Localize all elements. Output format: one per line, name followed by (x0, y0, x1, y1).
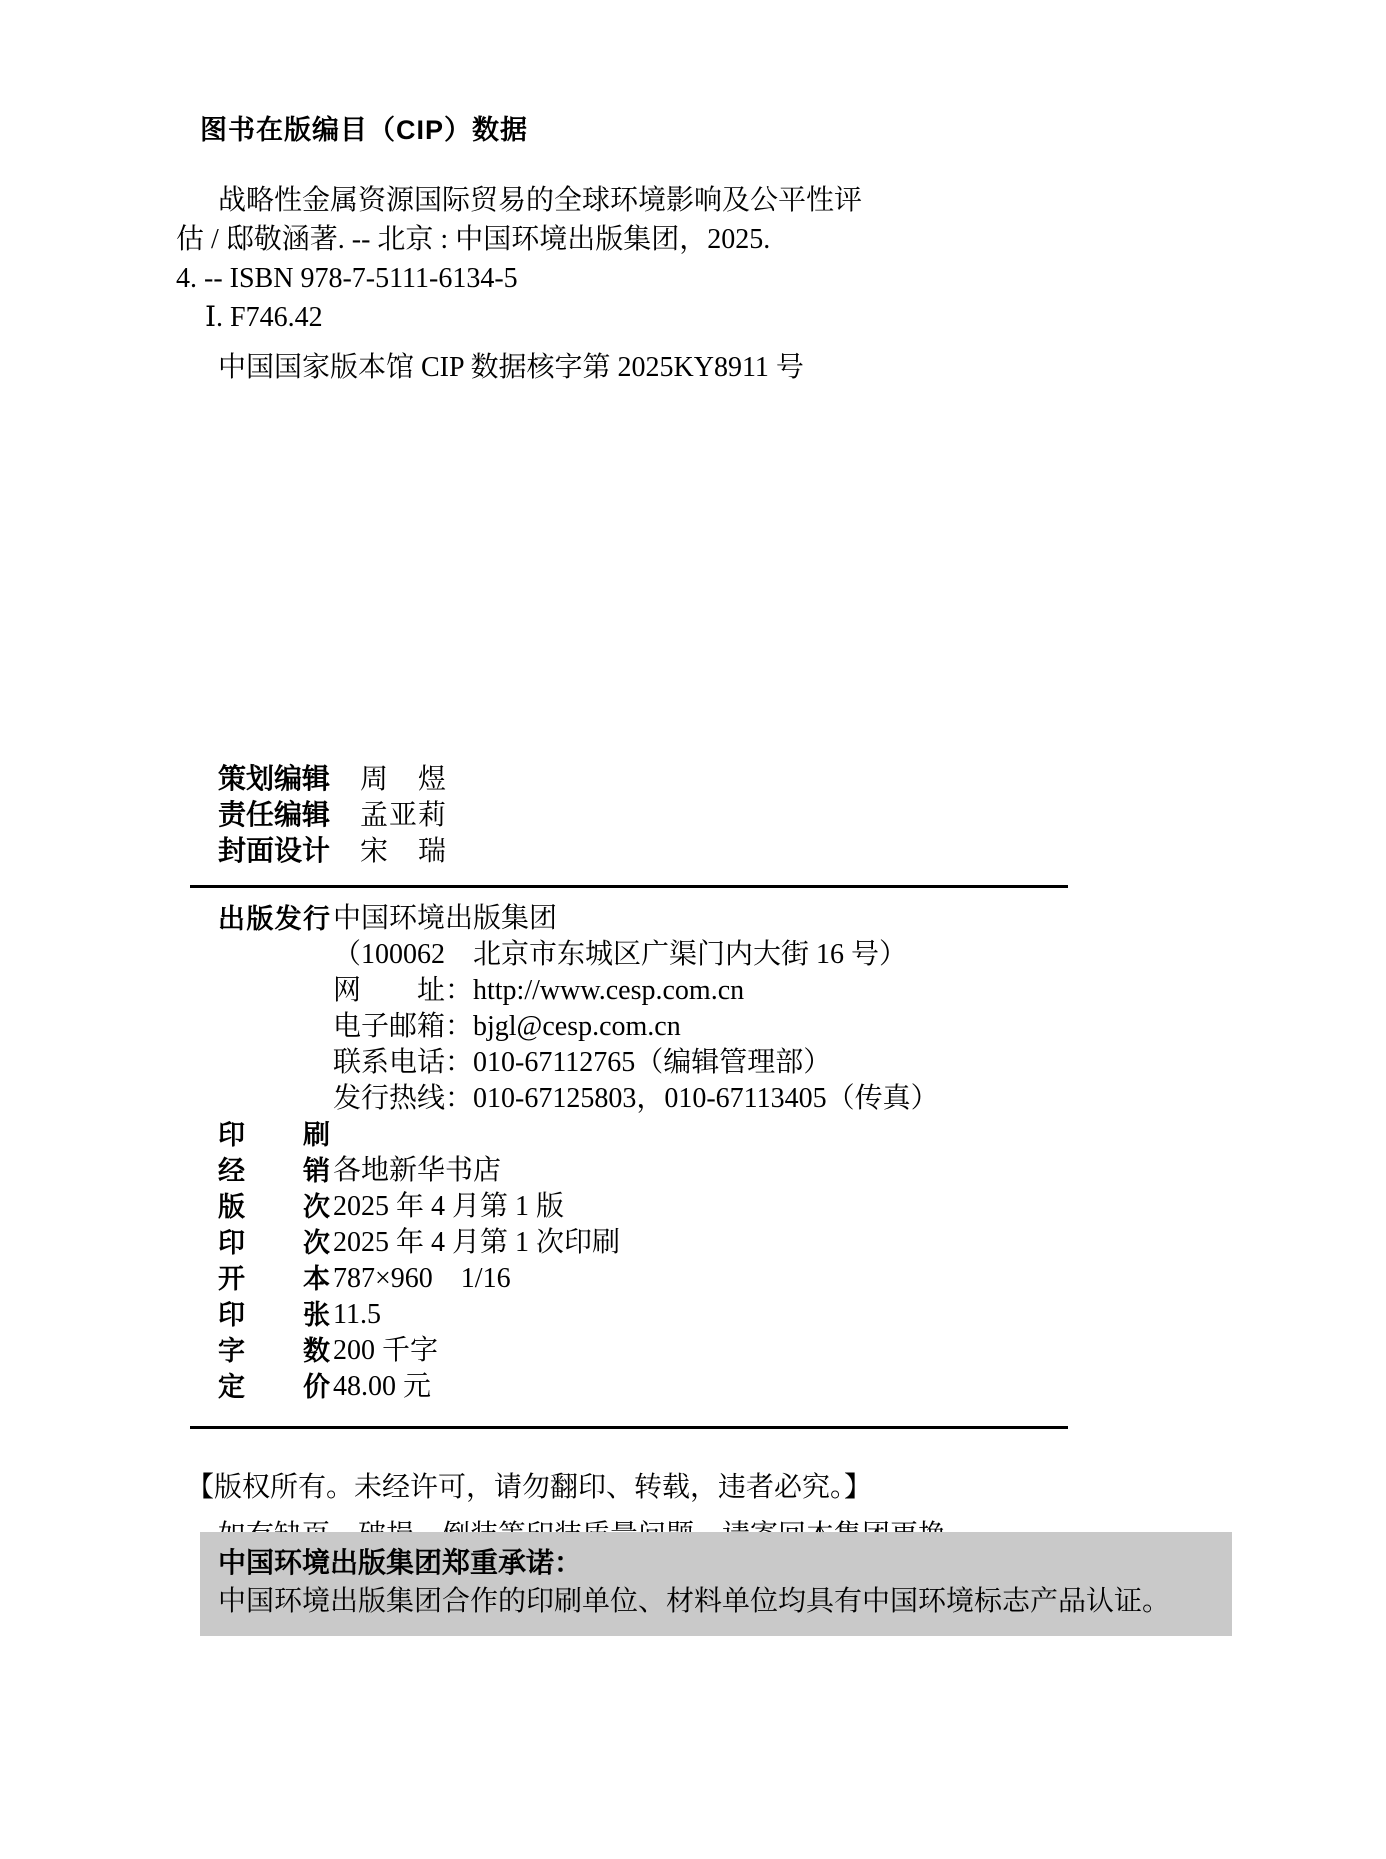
imprint-label: 定价 (218, 1372, 330, 1402)
imprint-row-hotline (218, 1081, 1078, 1117)
credit-label: 责任编辑 (218, 799, 331, 830)
imprint-row-sheets (218, 1297, 1078, 1333)
cip-record-number: 中国国家版本馆 CIP 数据核字第 2025KY8911 号 (218, 352, 804, 383)
imprint-row-publisher (218, 901, 1078, 937)
imprint-row-impression (218, 1225, 1078, 1261)
imprint-row-printing (218, 1117, 1078, 1153)
divider-rule-top (190, 885, 1068, 888)
cip-classification-line: Ⅰ. F746.42 (205, 302, 323, 333)
promise-title: 中国环境出版集团郑重承诺： (218, 1547, 583, 1578)
imprint-value: 11.5 (333, 1299, 381, 1330)
imprint-row-format (218, 1261, 1078, 1297)
cip-title-line: 战略性金属资源国际贸易的全球环境影响及公平性评 (218, 185, 863, 216)
imprint-row-price (218, 1369, 1078, 1405)
imprint-value: 200 千字 (333, 1335, 439, 1366)
credit-row-responsible-editor (218, 797, 446, 833)
credit-row-planning-editor (218, 761, 446, 797)
imprint-label: 字数 (218, 1336, 330, 1366)
imprint-label: 出版发行 (218, 904, 330, 934)
imprint-value: 2025 年 4 月第 1 次印刷 (333, 1227, 621, 1258)
imprint-row-edition (218, 1189, 1078, 1225)
imprint-value-phone: 联系电话：010-67112765（编辑管理部） (333, 1047, 832, 1078)
credit-label: 策划编辑 (218, 763, 331, 794)
imprint-row-website (218, 973, 1078, 1009)
imprint-label: 经销 (218, 1156, 330, 1186)
imprint-value: 787×960 1/16 (333, 1263, 511, 1294)
divider-rule-bottom (190, 1426, 1068, 1429)
cip-author-line: 估 / 邸敬涵著. -- 北京 : 中国环境出版集团，2025. (176, 224, 771, 255)
publisher-promise-box (200, 1532, 1232, 1636)
imprint-row-email (218, 1009, 1078, 1045)
imprint-label: 印次 (218, 1228, 330, 1258)
credit-name: 周 煜 (360, 764, 446, 795)
cip-block (176, 108, 1076, 415)
imprint-row-wordcount (218, 1333, 1078, 1369)
copyright-notice: 【版权所有。未经许可，请勿翻印、转载，违者必究。】 (186, 1472, 873, 1503)
imprint-row-phone (218, 1045, 1078, 1081)
imprint-label: 印刷 (218, 1120, 330, 1150)
credit-row-cover-design (218, 833, 446, 869)
imprint-row-distribution (218, 1153, 1078, 1189)
imprint-value-email: 电子邮箱：bjgl@cesp.com.cn (333, 1011, 681, 1042)
promise-body: 中国环境出版集团合作的印刷单位、材料单位均具有中国环境标志产品认证。 (218, 1586, 1171, 1617)
credits-block (218, 761, 446, 869)
credit-name: 宋 瑞 (360, 836, 446, 867)
credit-label: 封面设计 (218, 835, 331, 866)
imprint-value-website-url: 网 址：http://www.cesp.com.cn (333, 975, 745, 1006)
imprint-row-address (218, 937, 1078, 973)
credit-name: 孟亚莉 (360, 800, 446, 831)
imprint-value-hotline: 发行热线：010-67125803，010-67113405（传真） (333, 1083, 939, 1114)
imprint-value: 48.00 元 (333, 1371, 432, 1402)
imprint-value: 中国环境出版集团 (333, 903, 558, 934)
imprint-label: 版次 (218, 1192, 330, 1222)
imprint-value: 各地新华书店 (333, 1155, 502, 1186)
imprint-value: 2025 年 4 月第 1 版 (333, 1191, 565, 1222)
cip-isbn-line: 4. -- ISBN 978-7-5111-6134-5 (176, 263, 518, 294)
imprint-label: 印张 (218, 1300, 330, 1330)
cip-heading: 图书在版编目（CIP）数据 (200, 115, 529, 145)
imprint-block (218, 901, 1078, 1405)
imprint-value: （100062 北京市东城区广渠门内大街 16 号） (333, 939, 908, 970)
imprint-label: 开本 (218, 1264, 330, 1294)
